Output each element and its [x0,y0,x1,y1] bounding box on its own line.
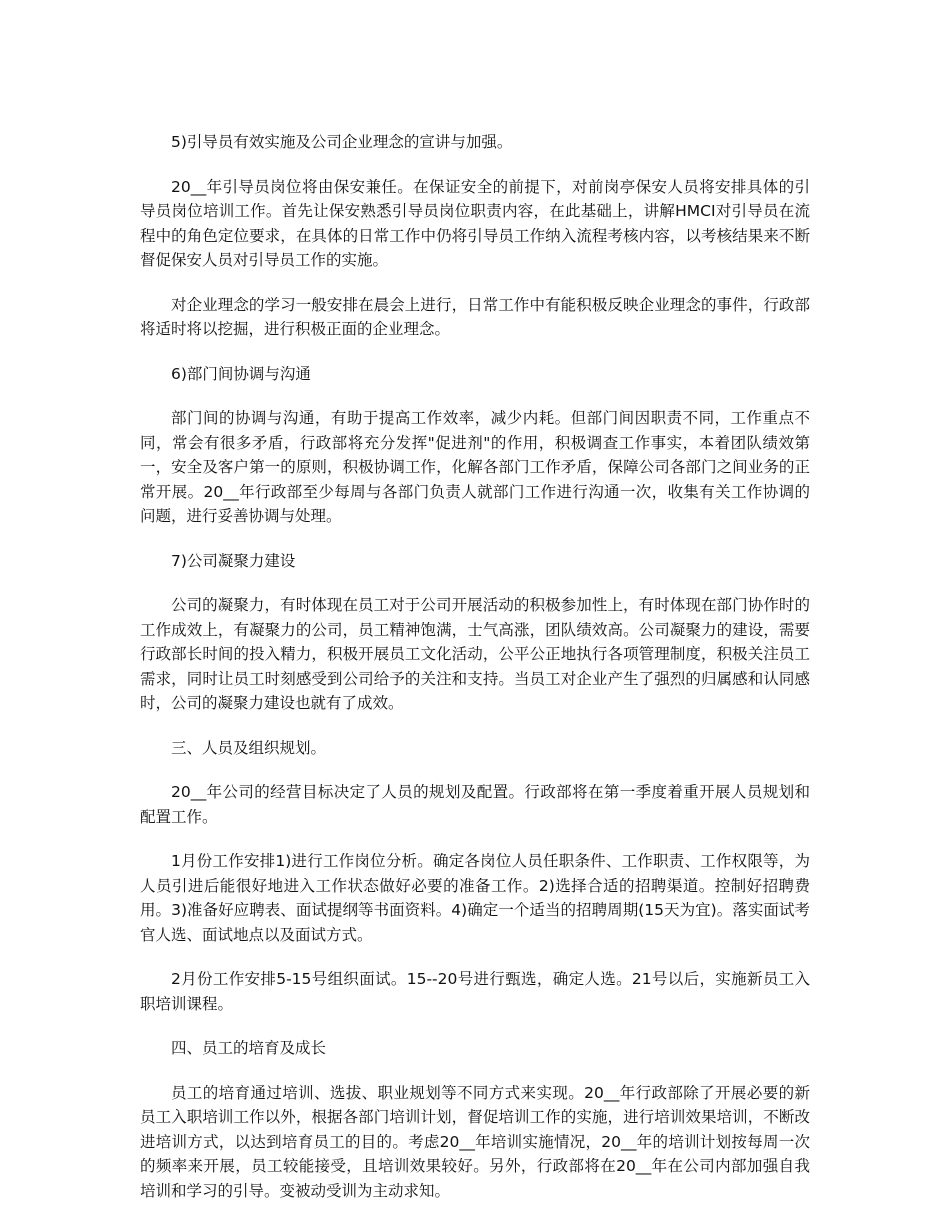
section-heading-guide-implementation: 5)引导员有效实施及公司企业理念的宣讲与加强。 [171,133,513,151]
paragraph-staffing-goal: 20__年公司的经营目标决定了人员的规划及配置。行政部将在第一季度着重开展人员规划和配置工作。 [140,783,810,826]
document-page [140,130,810,1223]
paragraph-cohesion: 公司的凝聚力，有时体现在员工对于公司开展活动的积极参加性上，有时体现在部门协作时的工作成效上，有凝聚力的公司，员工精神饱满，士气高涨，团队绩效高。公司凝聚力的建设，需要行政部长时间的投入精力，积极开展员工文化活动，公平公正地执行各项管理制度，积极关注员工需求，同时让员工时刻感受到公司给予的关注和支持。当员工对企业产生了强烈的归属感和认同感时，公司的凝聚力建设也就有了成效。 [140,596,810,712]
section-heading-department-coordination: 6)部门间协调与沟通 [171,364,311,383]
paragraph-department-coordination: 部门间的协调与沟通，有助于提高工作效率，减少内耗。但部门间因职责不同，工作重点不同，常会有很多矛盾，行政部将充分发挥"促进剂"的作用，积极调查工作事实，本着团队绩效第一，安全及客户第一的原则，积极协调工作，化解各部门工作矛盾，保障公司各部门之间业务的正常开展。20__年行政部至少每周与各部门负责人就部门工作进行沟通一次，收集有关工作协调的问题，进行妥善协调与处理。 [140,409,810,525]
section-heading-staffing-plan: 三、人员及组织规划。 [171,738,327,757]
paragraph-employee-growth: 员工的培育通过培训、选拔、职业规划等不同方式来实现。20__年行政部除了开展必要的新员工入职培训工作以外，根据各部门培训计划，督促培训工作的实施，进行培训效果培训，不断改进培训方式，以达到培育员工的目的。考虑20__年培训实施情况，20__年的培训计划按每周一次的频率来开展，员工较能接受，且培训效果较好。另外，行政部将在20__年在公司内部加强自我培训和学习的引导。变被动受训为主动求知。 [140,1083,810,1200]
section-heading-cohesion: 7)公司凝聚力建设 [171,551,296,570]
section-heading-employee-growth: 四、员工的培育及成长 [171,1039,327,1057]
paragraph-february-schedule: 2月份工作安排5-15号组织面试。15--20号进行甄选，确定人选。21号以后，实施新员工入职培训课程。 [140,970,810,1013]
paragraph-enterprise-philosophy: 对企业理念的学习一般安排在晨会上进行，日常工作中有能积极反映企业理念的事件，行政部将适时将以挖掘，进行积极正面的企业理念。 [140,295,810,338]
paragraph-january-schedule: 1月份工作安排1)进行工作岗位分析。确定各岗位人员任职条件、工作职责、工作权限等，为人员引进后能很好地进入工作状态做好必要的准备工作。2)选择合适的招聘渠道。控制好招聘费用。3)准备好应聘表、面试提纲等书面资料。4)确定一个适当的招聘周期(15天为宜)。落实面试考官人选、面试地点以及面试方式。 [140,852,810,944]
paragraph-guide-position: 20__年引导员岗位将由保安兼任。在保证安全的前提下，对前岗亭保安人员将安排具体的引导员岗位培训工作。首先让保安熟悉引导员岗位职责内容，在此基础上，讲解HMCI对引导员在流程中的角色定位要求，在具体的日常工作中仍将引导员工作纳入流程考核内容，以考核结果来不断督促保安人员对引导员工作的实施。 [140,177,810,269]
